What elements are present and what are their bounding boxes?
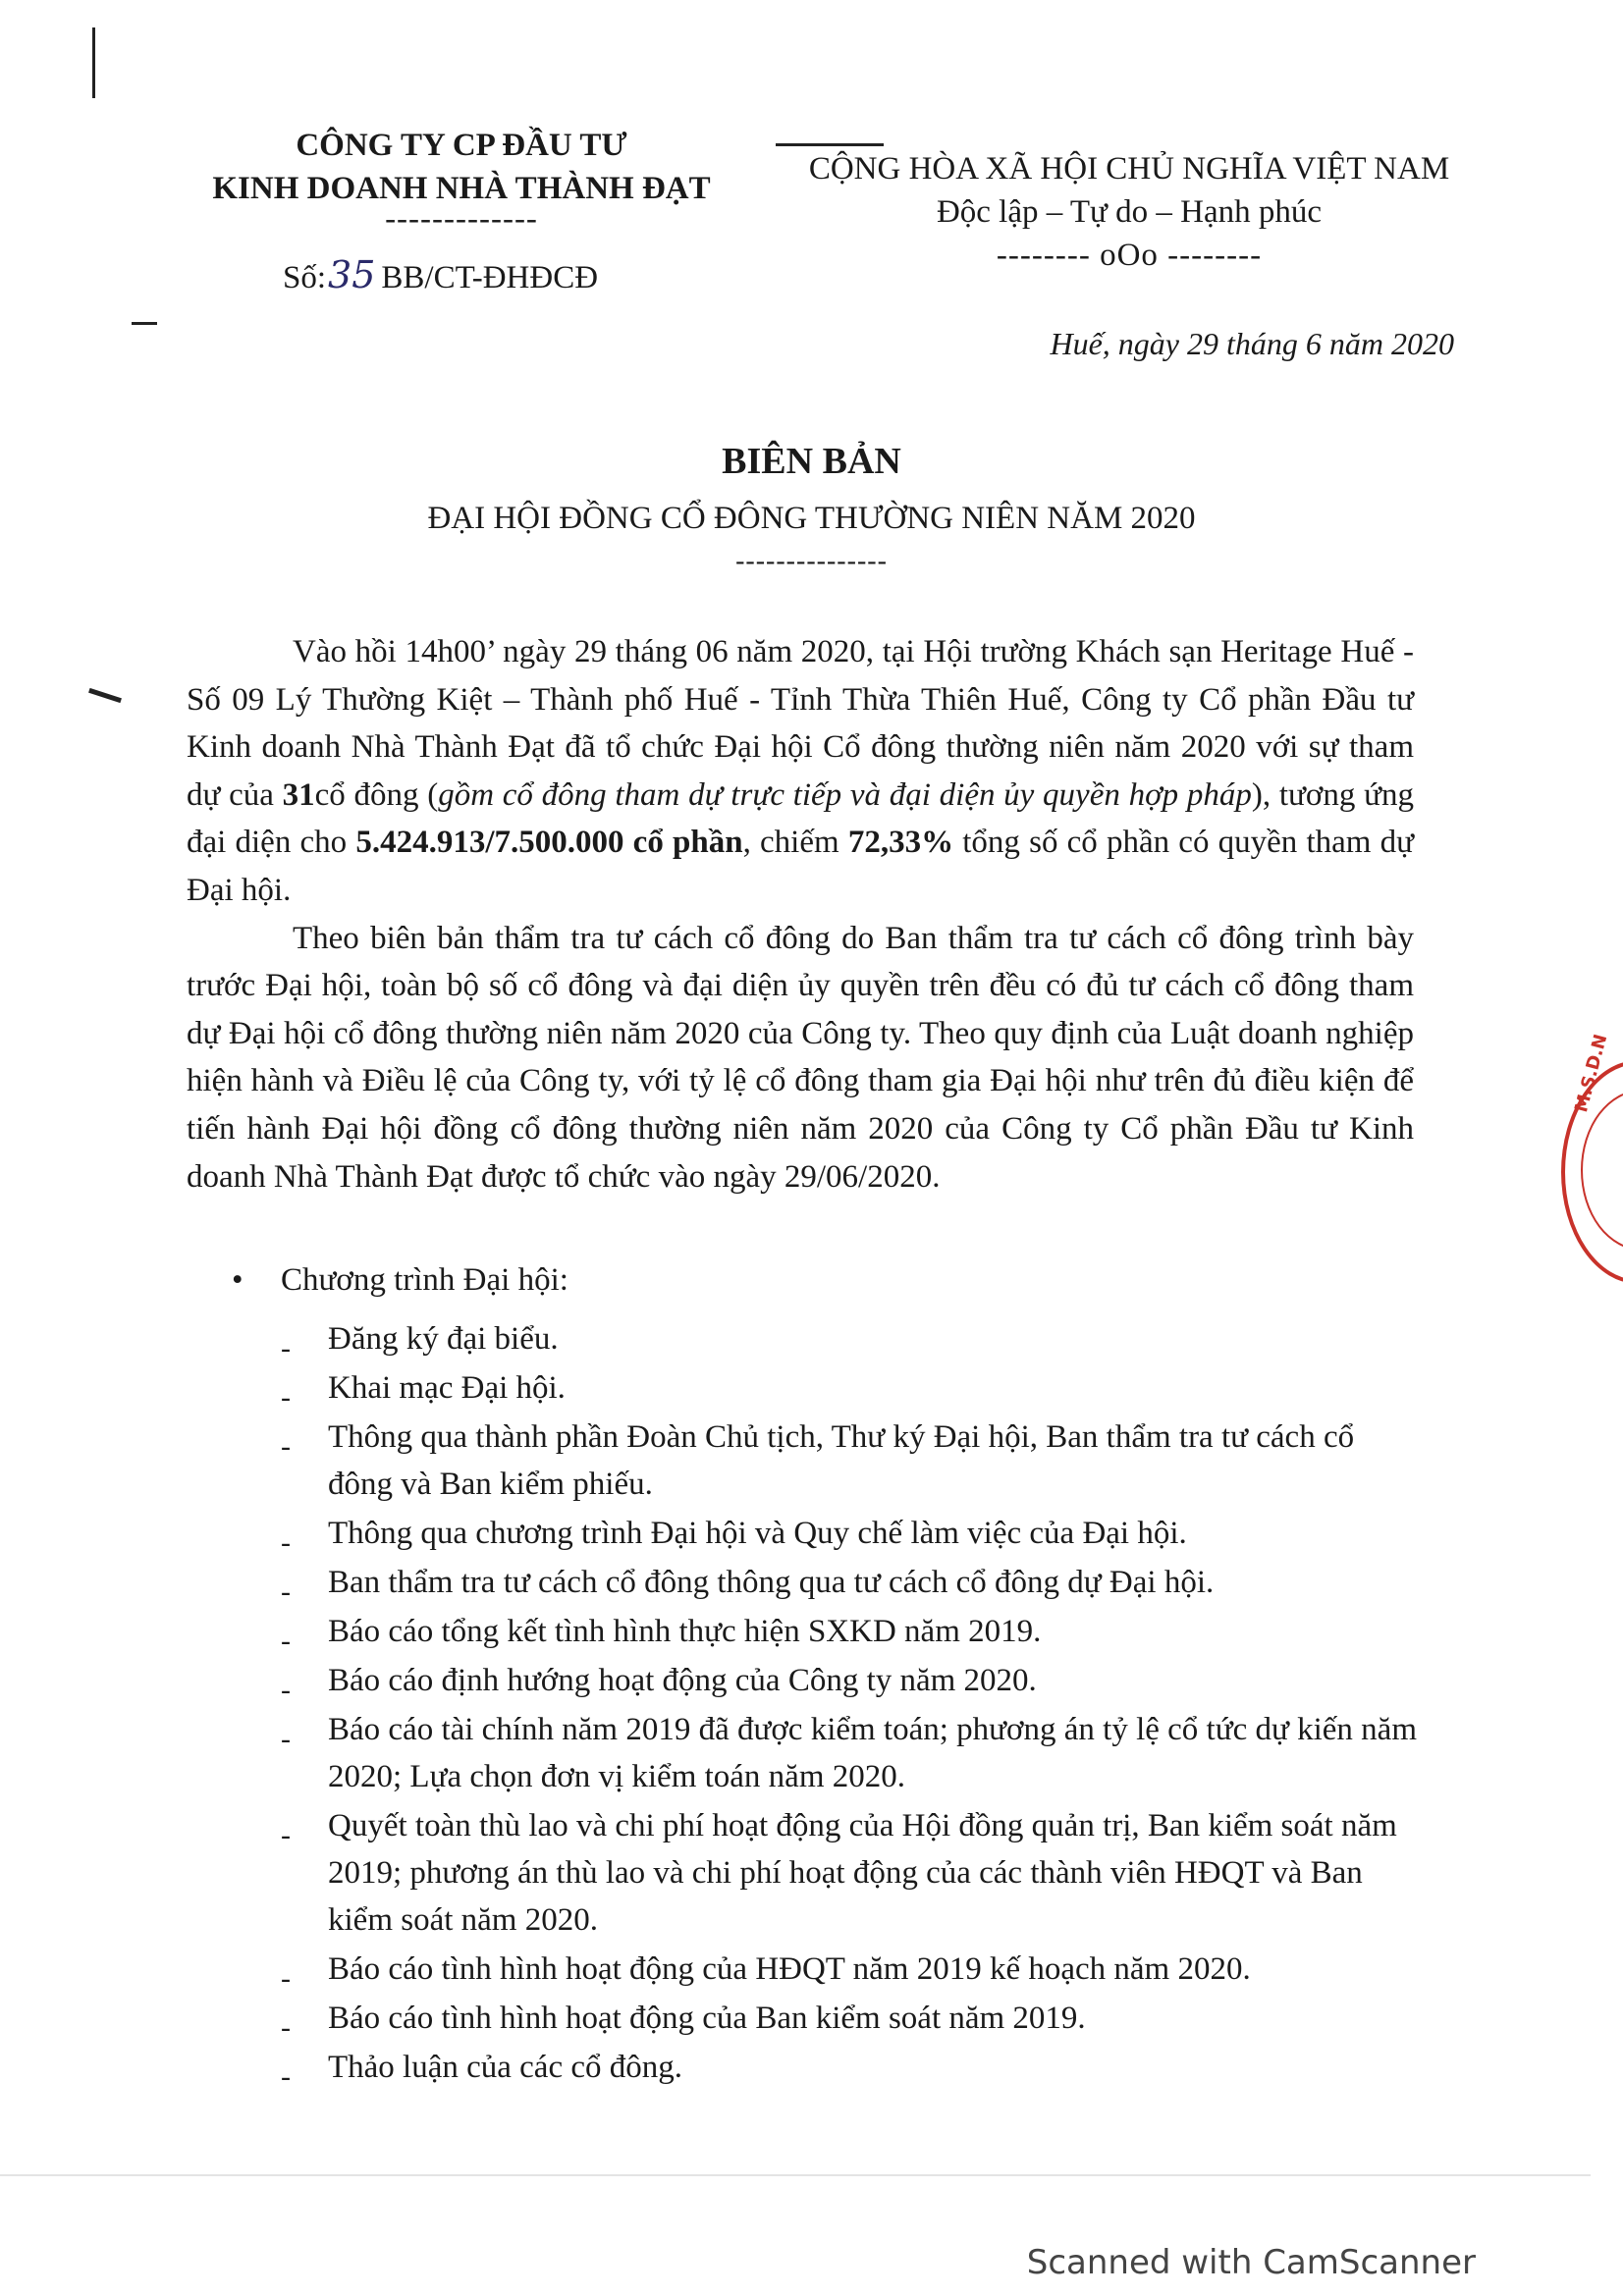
national-motto: Độc lập – Tự do – Hạnh phúc: [936, 194, 1323, 230]
national-header-separator: -------- oOo --------: [996, 238, 1263, 273]
paragraph-text: Vào hồi 14h00’ ngày 29 tháng 06 năm 2020, tại Hội trường Khách sạn Heritage Huế - Số 09 Lý Thường Kiệt – Thành phố Huế - Tỉnh Thừa Thiên Huế, Công ty Cổ phần Đầu tư Kinh doanh Nhà Thành Đạt đã tổ chức Đại hội Cổ đông thường niên năm 2020 với sự tham dự của: [187, 634, 1414, 813]
list-item: [281, 2044, 1420, 2091]
list-item-text: Quyết toàn thù lao và chi phí hoạt động của Hội đồng quản trị, Ban kiểm soát năm 2019; phương án thù lao và chi phí hoạt động của các thành viên HĐQT và Ban kiểm soát năm 2020.: [328, 1808, 1397, 1938]
agenda-list: [281, 1315, 1420, 2093]
list-item-text: Ban thẩm tra tư cách cổ đông thông qua tư cách cổ đông dự Đại hội.: [328, 1565, 1215, 1600]
list-item-text: Thông qua thành phần Đoàn Chủ tịch, Thư ký Đại hội, Ban thẩm tra tư cách cổ đông và Ban kiểm phiếu.: [328, 1419, 1355, 1502]
bullet-icon: •: [232, 1262, 243, 1298]
list-item: [281, 1608, 1420, 1655]
margin-mark: [92, 27, 95, 98]
company-seal-text: M.S.D.N: [1571, 1032, 1612, 1115]
list-item-text: Báo cáo định hướng hoạt động của Công ty năm 2020.: [328, 1663, 1037, 1698]
paragraph-text: ), tương ứng đại diện cho: [187, 776, 1414, 861]
list-item-text: Báo cáo tình hình hoạt động của HĐQT năm 2019 kế hoạch năm 2020.: [328, 1951, 1251, 1987]
list-item: [281, 1315, 1420, 1362]
place-and-date: Huế, ngày 29 tháng 6 năm 2020: [1050, 326, 1454, 361]
company-name-line1: CÔNG TY CP ĐẦU TƯ: [296, 128, 627, 163]
dash-icon: -: [281, 1381, 291, 1414]
list-item: [281, 1657, 1420, 1704]
list-item: [281, 1995, 1420, 2042]
margin-mark: [132, 322, 157, 325]
list-item-text: Đăng ký đại biểu.: [328, 1321, 559, 1357]
dash-icon: -: [281, 1430, 291, 1463]
list-item-text: Thông qua chương trình Đại hội và Quy chế làm việc của Đại hội.: [328, 1516, 1187, 1551]
dash-icon: -: [281, 2011, 291, 2044]
title-rule: ---------------: [735, 546, 888, 576]
document-title: BIÊN BẢN: [722, 441, 901, 482]
document-number: [283, 253, 598, 296]
list-item: [281, 1414, 1420, 1508]
document-body: [187, 628, 1414, 1201]
document-number-prefix: Số:: [283, 260, 327, 295]
paragraph-attendance: [187, 628, 1414, 915]
attendee-count: 31: [282, 776, 315, 813]
list-item: [281, 1559, 1420, 1606]
share-percentage: 72,33%: [847, 825, 954, 861]
paragraph-text: tổng số cổ phần có quyền tham dự Đại hội.: [187, 825, 1415, 908]
dash-icon: -: [281, 1819, 291, 1851]
company-header: [196, 124, 727, 237]
margin-mark: [776, 143, 884, 146]
list-item: [281, 1364, 1420, 1412]
company-header-rule: -------------: [385, 201, 538, 237]
dash-icon: -: [281, 1625, 291, 1657]
attendance-note: gồm cổ đông tham dự trực tiếp và đại diện ủy quyền hợp pháp: [438, 776, 1252, 813]
dash-icon: -: [281, 1674, 291, 1706]
agenda-heading: [232, 1262, 568, 1299]
list-item-text: Thảo luận của các cổ đông.: [328, 2050, 683, 2085]
dash-icon: -: [281, 2060, 291, 2093]
list-item: [281, 1706, 1420, 1800]
agenda-title: Chương trình Đại hội:: [281, 1262, 568, 1298]
company-name-line2: KINH DOANH NHÀ THÀNH ĐẠT: [212, 171, 711, 206]
document-number-suffix: BB/CT-ĐHĐCĐ: [381, 260, 599, 295]
document-number-value: 35: [328, 253, 376, 296]
list-item-text: Báo cáo tài chính năm 2019 đã được kiểm toán; phương án tỷ lệ cổ tức dự kiến năm 2020; Lựa chọn đơn vị kiểm toán năm 2020.: [328, 1712, 1417, 1794]
dash-icon: -: [281, 1526, 291, 1559]
share-count: 5.424.913/7.500.000 cổ phần: [355, 825, 743, 861]
dash-icon: -: [281, 1575, 291, 1608]
paragraph-verification: Theo biên bản thẩm tra tư cách cổ đông do Ban thẩm tra tư cách cổ đông trình bày trước Đại hội, toàn bộ số cổ đông và đại diện ủy quyền trên đều có đủ tư cách cổ đông tham dự Đại hội cổ đông thường niên năm 2020 của Công ty. Theo quy định của Luật doanh nghiệp hiện hành và Điều lệ của Công ty, với tỷ lệ cổ đông tham gia Đại hội như trên đủ điều kiện để tiến hành Đại hội đồng cổ đông thường niên năm 2020 của Công ty Cổ phần Đầu tư Kinh doanh Nhà Thành Đạt được tổ chức vào ngày 29/06/2020.: [187, 920, 1414, 1195]
list-item: [281, 1946, 1420, 1993]
list-item: [281, 1802, 1420, 1944]
list-item-text: Khai mạc Đại hội.: [328, 1370, 566, 1406]
national-header: [776, 147, 1483, 277]
document-subtitle: ĐẠI HỘI ĐỒNG CỔ ĐÔNG THƯỜNG NIÊN NĂM 2020: [427, 501, 1196, 536]
dash-icon: -: [281, 1723, 291, 1755]
nation-name: CỘNG HÒA XÃ HỘI CHỦ NGHĨA VIỆT NAM: [808, 151, 1450, 187]
scanner-watermark: Scanned with CamScanner: [1026, 2243, 1476, 2282]
list-item: [281, 1510, 1420, 1557]
list-item-text: Báo cáo tình hình hoạt động của Ban kiểm soát năm 2019.: [328, 2001, 1086, 2036]
dash-icon: -: [281, 1332, 291, 1364]
list-item-text: Báo cáo tổng kết tình hình thực hiện SXKD năm 2019.: [328, 1614, 1042, 1649]
dash-icon: -: [281, 1962, 291, 1995]
paragraph-text: , chiếm: [742, 825, 848, 861]
paragraph-text: cổ đông (: [314, 776, 439, 813]
